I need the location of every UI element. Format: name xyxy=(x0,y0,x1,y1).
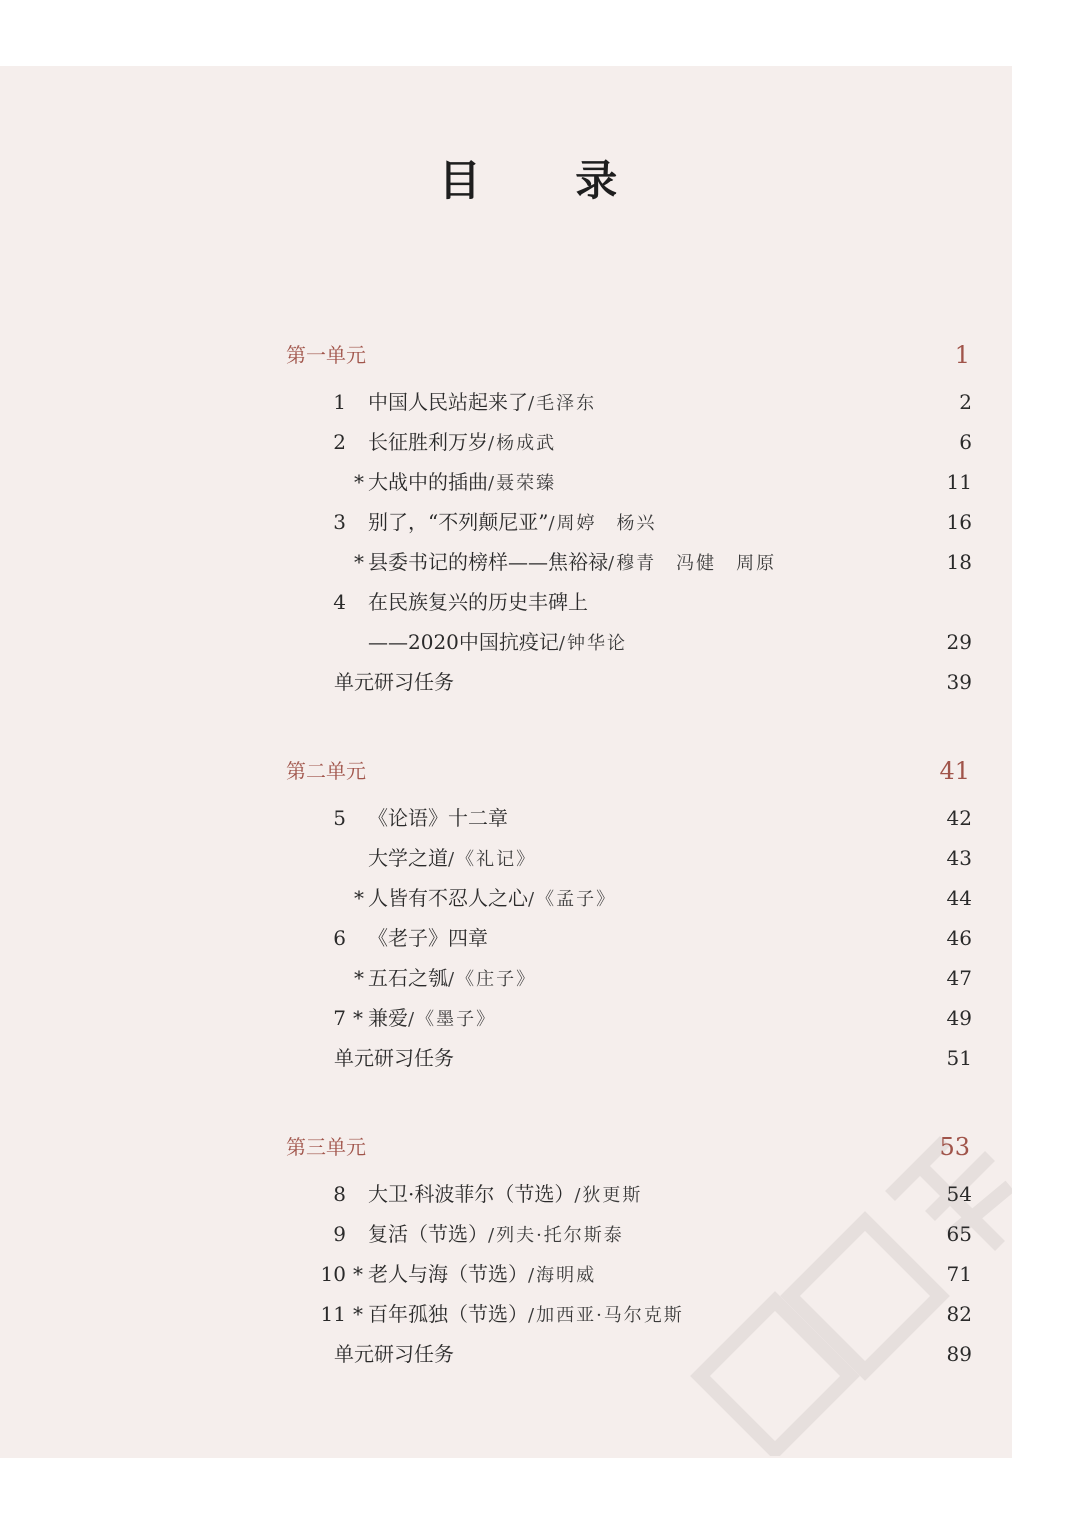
unit-heading[interactable] xyxy=(286,754,974,788)
entry-author: /狄更斯 xyxy=(574,1185,643,1206)
entry-page-number: 47 xyxy=(946,966,972,990)
toc-entry[interactable] xyxy=(0,840,1012,876)
entry-title-text: 五石之瓠 xyxy=(368,966,448,990)
entry-title-text: 中国人民站起来了 xyxy=(368,390,528,414)
entry-title xyxy=(368,840,536,878)
entry-title-text: 老人与海（节选） xyxy=(368,1262,528,1286)
entry-title xyxy=(368,960,536,998)
unit-label: 第一单元 xyxy=(286,343,366,367)
entry-author: /杨成武 xyxy=(488,433,557,454)
entry-title-text: 单元研习任务 xyxy=(334,1342,454,1366)
toc-entry[interactable] xyxy=(0,1176,1012,1212)
entry-number: 8 xyxy=(333,1182,346,1206)
optional-mark: * xyxy=(354,550,364,574)
unit-task-entry[interactable] xyxy=(0,1336,1012,1372)
entry-title-text: 《老子》四章 xyxy=(368,926,488,950)
entry-number: 3 xyxy=(333,510,346,534)
entry-page-number: 2 xyxy=(959,390,972,414)
entry-title-text: 复活（节选） xyxy=(368,1222,488,1246)
entry-number: 10 xyxy=(320,1262,346,1286)
entry-title xyxy=(368,1256,596,1294)
unit-page-number: 1 xyxy=(954,341,970,369)
entry-title xyxy=(368,424,556,462)
optional-mark: * xyxy=(354,470,364,494)
entry-page-number: 46 xyxy=(946,926,972,950)
entry-title-text: 在民族复兴的历史丰碑上 xyxy=(368,590,588,614)
entry-page-number: 43 xyxy=(946,846,972,870)
entry-number: 9 xyxy=(333,1222,346,1246)
page-sheet xyxy=(0,66,1012,1458)
entry-author: /毛泽东 xyxy=(528,393,597,414)
unit-heading[interactable] xyxy=(286,1130,974,1164)
entry-author: /海明威 xyxy=(528,1265,597,1286)
entry-title xyxy=(334,664,454,700)
entry-page-number: 89 xyxy=(946,1342,972,1366)
unit-task-entry[interactable] xyxy=(0,664,1012,700)
unit-label: 第二单元 xyxy=(286,759,366,783)
toc-entry[interactable] xyxy=(0,1256,1012,1292)
entry-page-number: 65 xyxy=(946,1222,972,1246)
entry-title-text: 大卫·科波菲尔（节选） xyxy=(368,1182,575,1206)
entry-title xyxy=(334,1336,454,1372)
entry-title xyxy=(334,1040,454,1076)
entry-author: /钟华论 xyxy=(558,633,627,654)
entry-page-number: 54 xyxy=(946,1182,972,1206)
optional-mark: * xyxy=(353,1262,363,1286)
toc-entry[interactable] xyxy=(0,584,1012,620)
entry-number: 7 xyxy=(333,1006,346,1030)
entry-author: /《庄子》 xyxy=(448,969,537,990)
entry-page-number: 29 xyxy=(946,630,972,654)
entry-title-text: 大战中的插曲 xyxy=(368,470,488,494)
entry-author: /穆青 冯健 周原 xyxy=(608,553,777,574)
entry-title-text: 长征胜利万岁 xyxy=(368,430,488,454)
unit-heading[interactable] xyxy=(286,338,974,372)
optional-mark: * xyxy=(354,966,364,990)
entry-page-number: 49 xyxy=(946,1006,972,1030)
toc-entry[interactable] xyxy=(0,424,1012,460)
unit-page-number: 41 xyxy=(939,757,970,785)
entry-title xyxy=(368,1216,624,1254)
entry-title xyxy=(368,1000,496,1038)
entry-title-text: 县委书记的榜样——焦裕禄 xyxy=(368,550,608,574)
entry-title-text: ——2020中国抗疫记 xyxy=(368,630,559,654)
entry-title xyxy=(368,464,556,502)
unit-task-entry[interactable] xyxy=(0,1040,1012,1076)
entry-title xyxy=(368,1176,642,1214)
entry-title xyxy=(368,1296,684,1334)
entry-author: /加西亚·马尔克斯 xyxy=(528,1305,684,1326)
entry-title xyxy=(368,920,488,956)
entry-page-number: 44 xyxy=(946,886,972,910)
entry-title xyxy=(368,504,657,542)
entry-title xyxy=(368,880,616,918)
toc-entry[interactable] xyxy=(0,384,1012,420)
entry-number: 4 xyxy=(333,590,346,614)
entry-title-text: 人皆有不忍人之心 xyxy=(368,886,528,910)
entry-number: 5 xyxy=(333,806,346,830)
toc-entry[interactable] xyxy=(0,1216,1012,1252)
entry-title-text: 大学之道 xyxy=(368,846,448,870)
entry-title-text: 《论语》十二章 xyxy=(368,806,508,830)
toc-entry[interactable] xyxy=(0,880,1012,916)
toc-entry[interactable] xyxy=(0,800,1012,836)
entry-title-text: 单元研习任务 xyxy=(334,670,454,694)
entry-number: 11 xyxy=(320,1302,346,1326)
entry-title xyxy=(368,584,588,620)
entry-page-number: 16 xyxy=(946,510,972,534)
toc-entry[interactable] xyxy=(0,1000,1012,1036)
entry-page-number: 82 xyxy=(946,1302,972,1326)
entry-number: 6 xyxy=(333,926,346,950)
entry-page-number: 71 xyxy=(946,1262,972,1286)
optional-mark: * xyxy=(353,1302,363,1326)
entry-title xyxy=(368,384,596,422)
entry-page-number: 18 xyxy=(946,550,972,574)
entry-number: 2 xyxy=(333,430,346,454)
entry-page-number: 42 xyxy=(946,806,972,830)
entry-title-text: 单元研习任务 xyxy=(334,1046,454,1070)
entry-title-text: 别了，“不列颠尼亚” xyxy=(368,510,549,534)
toc-entry[interactable] xyxy=(0,960,1012,996)
entry-author: /《墨子》 xyxy=(408,1009,497,1030)
entry-title xyxy=(368,800,508,836)
optional-mark: * xyxy=(353,1006,363,1030)
toc-entry[interactable] xyxy=(0,544,1012,580)
unit-label: 第三单元 xyxy=(286,1135,366,1159)
entry-page-number: 11 xyxy=(946,470,972,494)
toc-entry[interactable] xyxy=(0,464,1012,500)
toc-entry[interactable] xyxy=(0,624,1012,660)
page-title: 目 录 xyxy=(438,156,658,205)
toc-entry[interactable] xyxy=(0,920,1012,956)
entry-page-number: 39 xyxy=(946,670,972,694)
entry-title-text: 兼爱 xyxy=(368,1006,408,1030)
entry-title xyxy=(368,544,776,582)
entry-title-text: 百年孤独（节选） xyxy=(368,1302,528,1326)
entry-author: /聂荣臻 xyxy=(488,473,557,494)
toc-entry[interactable] xyxy=(0,1296,1012,1332)
entry-title xyxy=(368,624,627,662)
entry-author: /列夫·托尔斯泰 xyxy=(488,1225,624,1246)
entry-author: /周婷 杨兴 xyxy=(548,513,657,534)
entry-number: 1 xyxy=(333,390,346,414)
toc-entry[interactable] xyxy=(0,504,1012,540)
entry-author: /《礼记》 xyxy=(448,849,537,870)
entry-page-number: 6 xyxy=(959,430,972,454)
unit-page-number: 53 xyxy=(939,1133,970,1161)
optional-mark: * xyxy=(354,886,364,910)
entry-author: /《孟子》 xyxy=(528,889,617,910)
entry-page-number: 51 xyxy=(946,1046,972,1070)
